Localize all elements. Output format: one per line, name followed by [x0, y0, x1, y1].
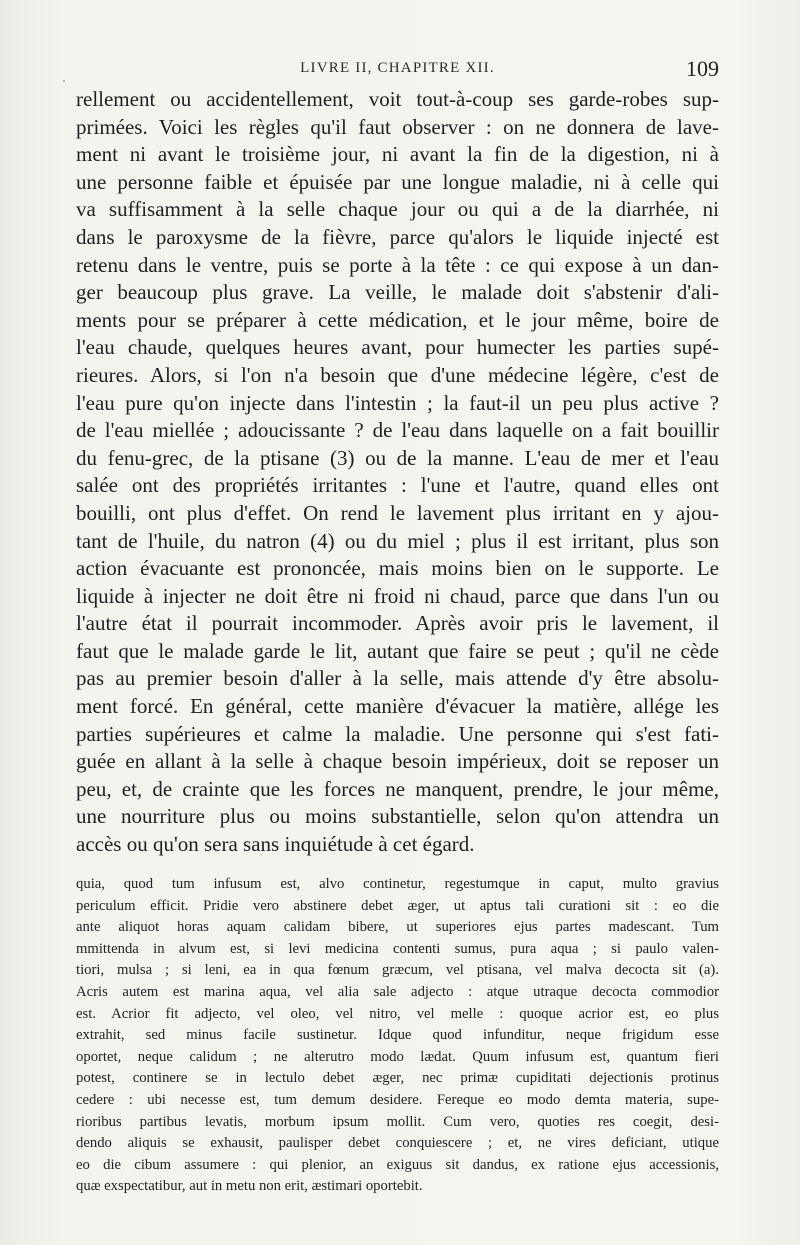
french-text-line: ger beaucoup plus grave. La veille, le malade doit s'abstenir d'ali- — [76, 280, 719, 305]
page-speck — [63, 80, 65, 82]
french-text-line: l'autre état il pourrait incommoder. Après avoir pris le lavement, il — [76, 611, 719, 636]
latin-text-line: dendo aliquis se exhausit, paulisper debet conquiescere ; et, ne vires deficiant, utique — [76, 1135, 719, 1152]
latin-text-line: ante aliquot horas aquam calidam bibere, ut superiores ejus partes madescant. Tum — [76, 919, 719, 936]
french-text-line: liquide à injecter ne doit être ni froid ni chaud, parce que dans l'un ou — [76, 583, 719, 608]
running-head — [76, 56, 719, 86]
latin-text-line: periculum efficit. Pridie vero abstinere debet æger, ut aptus tali curationi sit : eo die — [76, 897, 719, 914]
french-text-line: l'eau chaude, quelques heures avant, pour humecter les parties supé- — [76, 335, 719, 360]
running-title: LIVRE II, CHAPITRE XII. — [300, 60, 495, 76]
latin-text-line: eo die cibum assumere : qui plenior, an exiguus sit dandus, ex ratione ejus accessionis, — [76, 1156, 719, 1173]
french-text-line: ments pour se préparer à cette médication, et le jour même, boire de — [76, 307, 719, 332]
french-text-line: de l'eau miellée ; adoucissante ? de l'eau dans laquelle on a fait bouillir — [76, 418, 719, 443]
french-text-line: faut que le malade garde le lit, autant que faire se peut ; qu'il ne cède — [76, 638, 719, 663]
french-text-line: guée en allant à la selle à chaque besoin impérieux, doit se reposer un — [76, 749, 719, 774]
french-text-line: une personne faible et épuisée par une longue maladie, ni à celle qui — [76, 169, 719, 194]
latin-text-line: quæ exspectatibur, aut in metu non erit, æstimari oportebit. — [76, 1178, 423, 1195]
page-number: 109 — [686, 56, 719, 81]
latin-text-line: est. Acrior fit adjecto, vel oleo, vel nitro, vel melle : quoque acrior est, eo plus — [76, 1005, 719, 1022]
latin-text-line: cedere : ubi necesse est, tum demum desidere. Fereque eo modo demta materia, supe- — [76, 1091, 719, 1108]
french-text-line: rieures. Alors, si l'on n'a besoin que d'une médecine légère, c'est de — [76, 362, 719, 387]
latin-original-text — [76, 874, 719, 1198]
french-text-line: primées. Voici les règles qu'il faut observer : on ne donnera de lave- — [76, 114, 719, 139]
french-text-line: rellement ou accidentellement, voit tout-à-coup ses garde-robes sup- — [76, 87, 719, 111]
french-text-line: du fenu-grec, de la ptisane (3) ou de la manne. L'eau de mer et l'eau — [76, 445, 719, 470]
latin-text-line: tiori, mulsa ; si leni, ea in qua fœnum græcum, vel ptisana, vel malva decocta sit (a). — [76, 962, 719, 979]
latin-text-line: potest, continere se in lectulo debet æger, nec primæ cupiditati dejectionis protinus — [76, 1070, 719, 1087]
french-text-line: retenu dans le ventre, puis se porte à la tête : ce qui expose à un dan- — [76, 252, 719, 277]
french-text-line: action évacuante est prononcée, mais moins bien on le supporte. Le — [76, 556, 719, 581]
french-translation-text — [76, 86, 719, 859]
latin-text-line: mmittenda in alvum est, si levi medicina contenti sumus, pura aqua ; si paulo valen- — [76, 940, 719, 957]
french-text-line: peu, et, de crainte que les forces ne manquent, prendre, le jour même, — [76, 776, 719, 801]
french-text-line: salée ont des propriétés irritantes : l'une et l'autre, quand elles ont — [76, 473, 719, 498]
french-text-line: accès ou qu'on sera sans inquiétude à cet égard. — [76, 832, 475, 857]
french-text-line: une nourriture plus ou moins substantielle, selon qu'on attendra un — [76, 804, 719, 829]
french-text-line: tant de l'huile, du natron (4) ou du miel ; plus il est irritant, plus son — [76, 528, 719, 553]
french-text-line: pas au premier besoin d'aller à la selle, mais attende d'y être absolu- — [76, 666, 719, 691]
french-text-line: dans le paroxysme de la fièvre, parce qu'alors le liquide injecté est — [76, 224, 719, 249]
french-text-line: parties supérieures et calme la maladie. Une personne qui s'est fati- — [76, 721, 719, 746]
latin-text-line: rioribus partibus levatis, morbum ipsum mollit. Cum vero, quoties res coegit, desi- — [76, 1113, 719, 1130]
latin-text-line: oportet, neque calidum ; ne alterutro modo lædat. Quum infusum est, quantum fieri — [76, 1048, 719, 1065]
latin-text-line: extrahit, sed minus facile sustinetur. Idque quod infunditur, neque frigidum esse — [76, 1027, 719, 1044]
french-text-line: ment forcé. En général, cette manière d'évacuer la matière, allége les — [76, 694, 719, 719]
latin-text-line: quia, quod tum infusum est, alvo continetur, regestumque in caput, multo gravius — [76, 876, 719, 892]
french-text-line: ment ni avant le troisième jour, ni avant la fin de la digestion, ni à — [76, 142, 719, 167]
french-text-line: bouilli, ont plus d'effet. On rend le lavement plus irritant en y ajou- — [76, 500, 719, 525]
french-text-line: l'eau pure qu'on injecte dans l'intestin ; la faut-il un peu plus active ? — [76, 390, 719, 415]
latin-text-line: Acris autem est marina aqua, vel alia sale adjecto : atque utraque decocta commodior — [76, 983, 719, 1000]
french-text-line: va suffisamment à la selle chaque jour ou qui a de la diarrhée, ni — [76, 197, 719, 222]
